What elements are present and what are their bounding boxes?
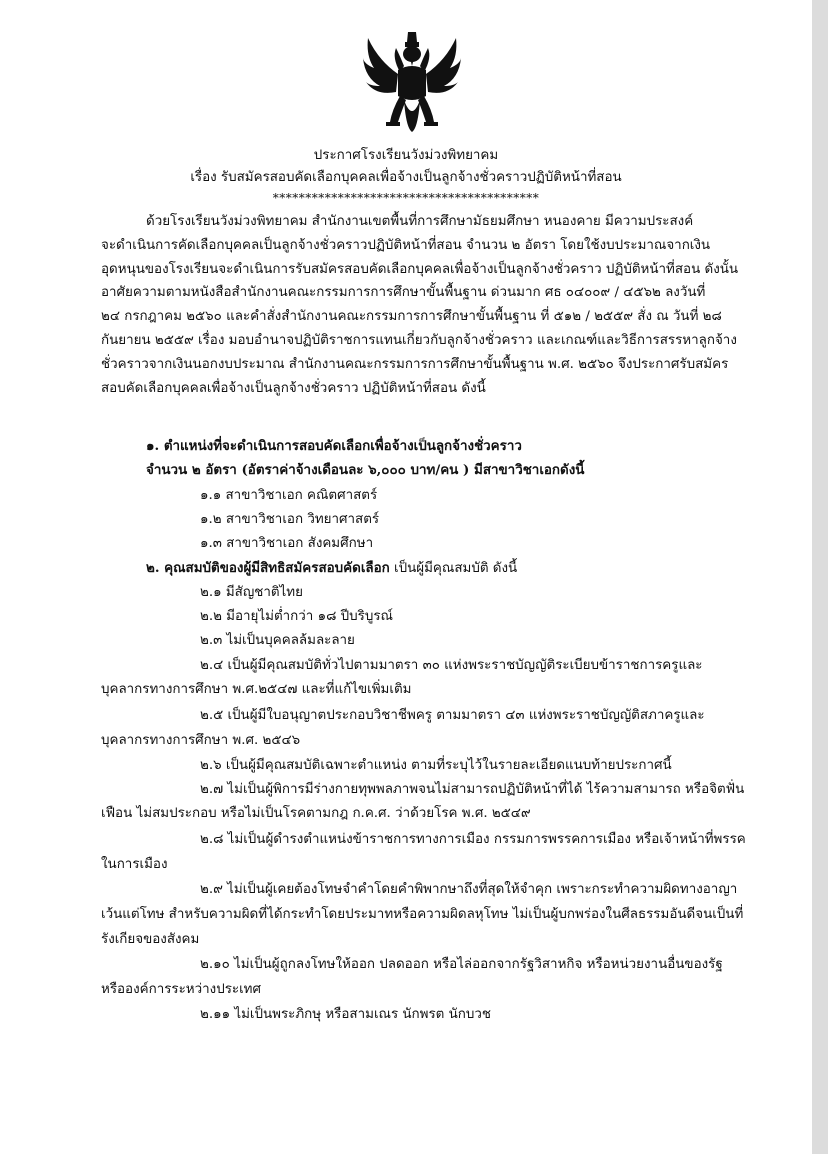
qualification-item: ในการเมือง <box>101 857 168 872</box>
intro-line: ๒๔ กรกฎาคม ๒๕๖๐ และคำสั่งสำนักงานคณะกรรมการการศึกษาขั้นพื้นฐาน ที่ ๕๑๒ / ๒๕๕๙ สั่ง ณ วันที่ ๒๘ <box>101 309 722 324</box>
intro-line: ชั่วคราวจากเงินนอกงบประมาณ สำนักงานคณะกรรมการการศึกษาขั้นพื้นฐาน พ.ศ. ๒๕๖๐ จึงประกาศรับสมัคร <box>101 357 729 372</box>
qualification-item: ๒.๒ มีอายุไม่ต่ำกว่า ๑๘ ปีบริบูรณ์ <box>200 609 393 624</box>
qualification-item: เว้นแต่โทษ สำหรับความผิดที่ได้กระทำโดยประมาทหรือความผิดลหุโทษ ไม่เป็นผู้บกพร่องในศีลธรรมอันดีจนเป็นที่ <box>101 907 744 922</box>
garuda-emblem <box>362 30 462 134</box>
qualification-item: ๒.๑ มีสัญชาติไทย <box>200 585 303 600</box>
announcement-title: ประกาศโรงเรียนวังม่วงพิทยาคม <box>313 148 499 163</box>
qualification-item: ๒.๔ เป็นผู้มีคุณสมบัติทั่วไปตามมาตรา ๓๐ แห่งพระราชบัญญัติระเบียบข้าราชการครูและ <box>200 658 703 673</box>
qualification-item: ๒.๑๐ ไม่เป็นผู้ถูกลงโทษให้ออก ปลดออก หรือไล่ออกจากรัฐวิสาหกิจ หรือหน่วยงานอื่นของรัฐ <box>200 957 723 972</box>
separator-stars: ***************************************** <box>272 191 540 205</box>
section-1-subheading: จำนวน ๒ อัตรา (อัตราค่าจ้างเดือนละ ๖,๐๐๐ บาท/คน ) มีสาขาวิชาเอกดังนี้ <box>146 462 585 478</box>
qualification-item: รังเกียจของสังคม <box>101 932 200 947</box>
qualification-item: ๒.๗ ไม่เป็นผู้พิการมีร่างกายทุพพลภาพจนไม่สามารถปฏิบัติหน้าที่ได้ ไร้ความสามารถ หรือจิตฟั่น <box>200 782 745 797</box>
announcement-subject: เรื่อง รับสมัครสอบคัดเลือกบุคคลเพื่อจ้างเป็นลูกจ้างชั่วคราวปฏิบัติหน้าที่สอน <box>190 170 622 185</box>
qualification-item: ๒.๑๑ ไม่เป็นพระภิกษุ หรือสามเณร นักพรต นักบวช <box>200 1007 491 1022</box>
qualification-item: ๒.๖ เป็นผู้มีคุณสมบัติเฉพาะตำแหน่ง ตามที่ระบุไว้ในรายละเอียดแนบท้ายประกาศนี้ <box>200 758 672 773</box>
major-item: ๑.๒ สาขาวิชาเอก วิทยาศาสตร์ <box>200 512 380 527</box>
qualification-item: หรือองค์การระหว่างประเทศ <box>101 982 261 997</box>
major-item: ๑.๑ สาขาวิชาเอก คณิตศาสตร์ <box>200 488 378 503</box>
qualification-item: ๒.๙ ไม่เป็นผู้เคยต้องโทษจำคำโดยคำพิพากษาถึงที่สุดให้จำคุก เพราะกระทำความผิดทางอาญา <box>200 882 738 897</box>
section-2-heading-bold: ๒. คุณสมบัติของผู้มีสิทธิสมัครสอบคัดเลือก <box>146 560 390 576</box>
section-2-heading <box>146 558 517 579</box>
qualification-item: ๒.๓ ไม่เป็นบุคคลล้มละลาย <box>200 633 355 648</box>
intro-line: ด้วยโรงเรียนวังม่วงพิทยาคม สำนักงานเขตพื้นที่การศึกษามัธยมศึกษา หนองคาย มีความประสงค์ <box>146 214 694 229</box>
qualification-item: เฟือน ไม่สมประกอบ หรือไม่เป็นโรคตามกฎ ก.ค.ศ. ว่าด้วยโรค พ.ศ. ๒๕๔๙ <box>101 806 531 821</box>
major-item: ๑.๓ สาขาวิชาเอก สังคมศึกษา <box>200 536 374 551</box>
intro-line: อุดหนุนของโรงเรียนจะดำเนินการรับสมัครสอบคัดเลือกบุคคลเพื่อจ้างเป็นลูกจ้างชั่วคราว ปฏิบัติหน้าที่สอน ดังนั้น <box>101 262 739 277</box>
qualification-item: ๒.๕ เป็นผู้มีใบอนุญาตประกอบวิชาชีพครู ตามมาตรา ๔๓ แห่งพระราชบัญญัติสภาครูและ <box>200 708 705 723</box>
qualification-item: บุคลากรทางการศึกษา พ.ศ. ๒๕๔๖ <box>101 733 301 748</box>
intro-line: กันยายน ๒๕๕๙ เรื่อง มอบอำนาจปฏิบัติราชการแทนเกี่ยวกับลูกจ้างชั่วคราว และเกณฑ์และวิธีการสรรหาลูกจ้าง <box>101 333 737 348</box>
intro-line: จะดำเนินการคัดเลือกบุคคลเป็นลูกจ้างชั่วคราวปฏิบัติหน้าที่สอน จำนวน ๒ อัตรา โดยใช้งบประมาณจากเงิน <box>101 238 711 253</box>
page-edge <box>812 0 828 1154</box>
intro-line: สอบคัดเลือกบุคคลเพื่อจ้างเป็นลูกจ้างชั่วคราว ปฏิบัติหน้าที่สอน ดังนี้ <box>101 381 486 396</box>
qualification-item: บุคลากรทางการศึกษา พ.ศ.๒๕๔๗ และที่แก้ไขเพิ่มเติม <box>101 682 412 697</box>
section-1-heading: ๑. ตำแหน่งที่จะดำเนินการสอบคัดเลือกเพื่อจ้างเป็นลูกจ้างชั่วคราว <box>146 438 522 454</box>
qualification-item: ๒.๘ ไม่เป็นผู้ดำรงตำแหน่งข้าราชการทางการเมือง กรรมการพรรคการเมือง หรือเจ้าหน้าที่พรรค <box>200 832 746 847</box>
intro-line: อาศัยความตามหนังสือสำนักงานคณะกรรมการการศึกษาขั้นพื้นฐาน ด่วนมาก ศธ ๐๔๐๐๙ / ๔๕๖๒ ลงวันที่ <box>101 285 706 300</box>
section-2-heading-tail: เป็นผู้มีคุณสมบัติ ดังนี้ <box>394 561 518 576</box>
